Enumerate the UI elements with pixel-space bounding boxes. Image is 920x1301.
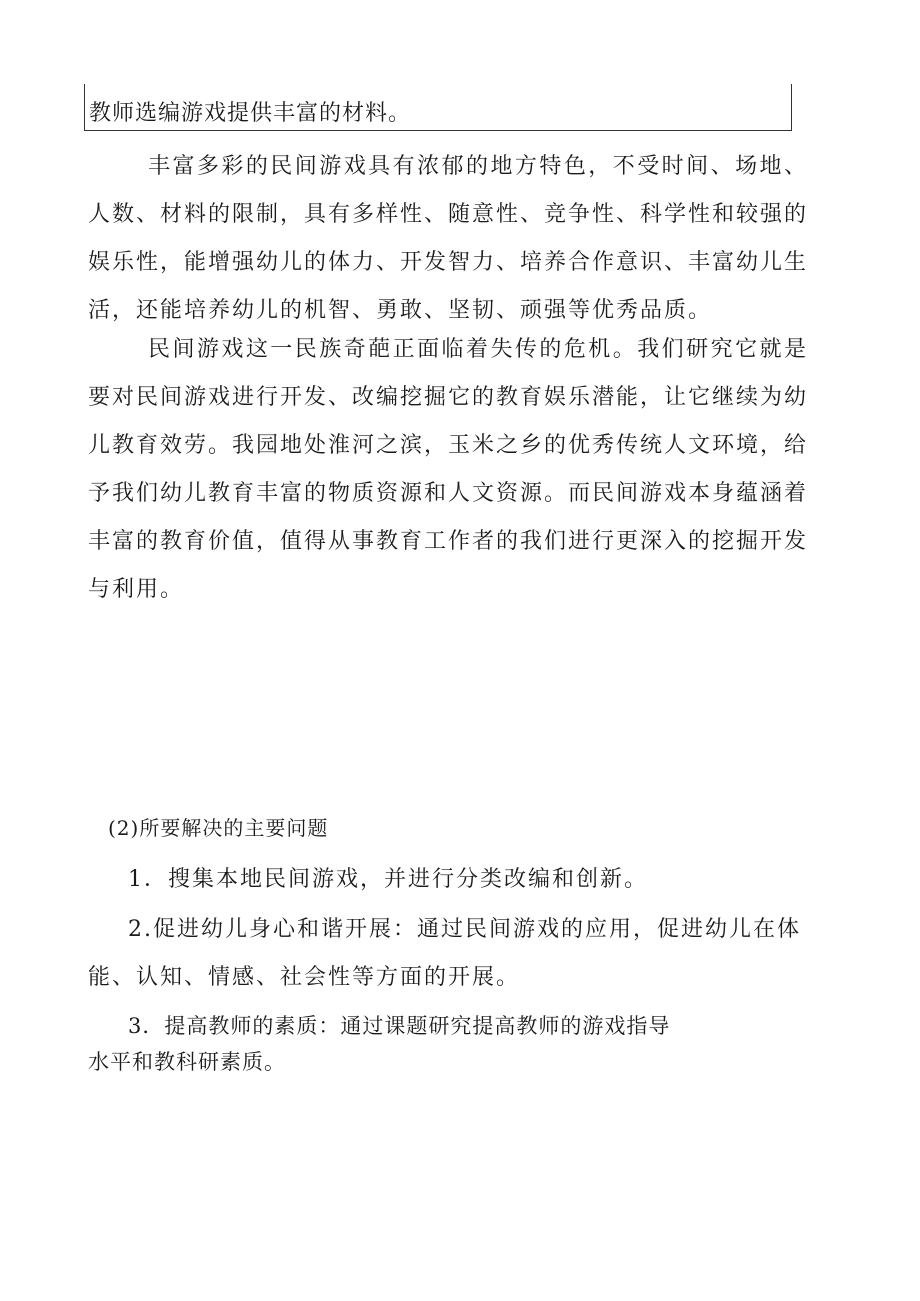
- boxed-line-text: 教师选编游戏提供丰富的材料。: [89, 101, 412, 126]
- table-cell-continuation: [84, 84, 792, 131]
- list-item-2-line-1: 2.促进幼儿身心和谐开展：通过民间游戏的应用，促进幼儿在体: [128, 917, 801, 942]
- section-heading-main-problems: (2)所要解决的主要问题: [108, 816, 329, 840]
- list-item-1: 1．搜集本地民间游戏，并进行分类改编和创新。: [128, 867, 648, 892]
- list-item-2-line-2: 能、认知、情感、社会性等方面的开展。: [88, 965, 521, 990]
- paragraph-folk-games-crisis: 民间游戏这一民族奇葩正面临着失传的危机。我们研究它就是要对民间游戏进行开发、改编挖掘它的教育娱乐潜能，让它继续为幼儿教育效劳。我园地处淮河之滨，玉米之乡的优秀传统人文环境，给予我们幼儿教育丰富的物质资源和人文资源。而民间游戏本身蕴涵着丰富的教育价值，值得从事教育工作者的我们进行更深入的挖掘开发与利用。: [88, 337, 809, 602]
- list-item-3-line-2: 水平和教科研素质。: [88, 1050, 286, 1074]
- list-item-3-line-1: 3．提高教师的素质：通过课题研究提高教师的游戏指导: [128, 1014, 671, 1038]
- paragraph-folk-games-features: 丰富多彩的民间游戏具有浓郁的地方特色，不受时间、场地、人数、材料的限制，具有多样性、随意性、竞争性、科学性和较强的娱乐性，能增强幼儿的体力、开发智力、培养合作意识、丰富幼儿生活，还能培养幼儿的机智、勇敢、坚韧、顽强等优秀品质。: [88, 154, 809, 323]
